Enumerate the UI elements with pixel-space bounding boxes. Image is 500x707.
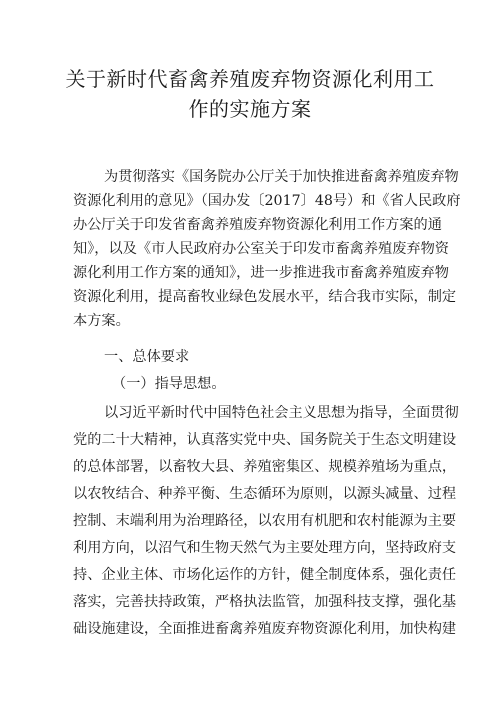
paragraph-line: 党的二十大精神，认真落实党中央、国务院关于生态文明建设 [73,432,457,448]
paragraph-line: 持、企业主体、市场化运作的方针，健全制度体系，强化责任 [73,567,457,583]
subsection-heading: （一）指导思想。 [112,376,226,392]
paragraph-line: 的总体部署，以畜牧大县、养殖密集区、规模养殖场为重点， [73,459,457,475]
paragraph-line: 资源化利用的意见》（国办发〔2017〕48号）和《省人民政府 [73,193,461,209]
paragraph-line: 办公厅关于印发省畜禽养殖废弃物资源化利用工作方案的通 [73,217,442,233]
paragraph-line: 控制、末端利用为治理路径，以农用有机肥和农村能源为主要 [73,513,457,529]
paragraph-line: 以农牧结合、种养平衡、生态循环为原则，以源头减量、过程 [73,486,457,502]
paragraph-line: 本方案。 [73,313,130,329]
paragraph-line: 为贯彻落实《国务院办公厅关于加快推进畜禽养殖废弃物 [104,169,459,185]
paragraph-line: 以习近平新时代中国特色社会主义思想为指导，全面贯彻 [104,405,459,421]
paragraph-line: 础设施建设，全面推进畜禽养殖废弃物资源化利用，加快构建 [73,621,457,637]
paragraph-line: 利用方向，以沼气和生物天然气为主要处理方向，坚持政府支 [73,540,457,556]
section-heading: 一、总体要求 [104,349,190,365]
paragraph-line: 资源化利用，提高畜牧业绿色发展水平，结合我市实际，制定 [73,289,457,305]
paragraph-line: 落实，完善扶持政策，严格执法监管，加强科技支撑，强化基 [73,594,457,610]
paragraph-line: 知》，以及《市人民政府办公室关于印发市畜禽养殖废弃物资 [73,241,449,257]
document-title-line-1: 关于新时代畜禽养殖废弃物资源化利用工 [65,67,435,91]
document-title-line-2: 作的实施方案 [188,97,312,121]
paragraph-line: 源化利用工作方案的通知》，进一步推进我市畜禽养殖废弃物 [73,265,449,281]
